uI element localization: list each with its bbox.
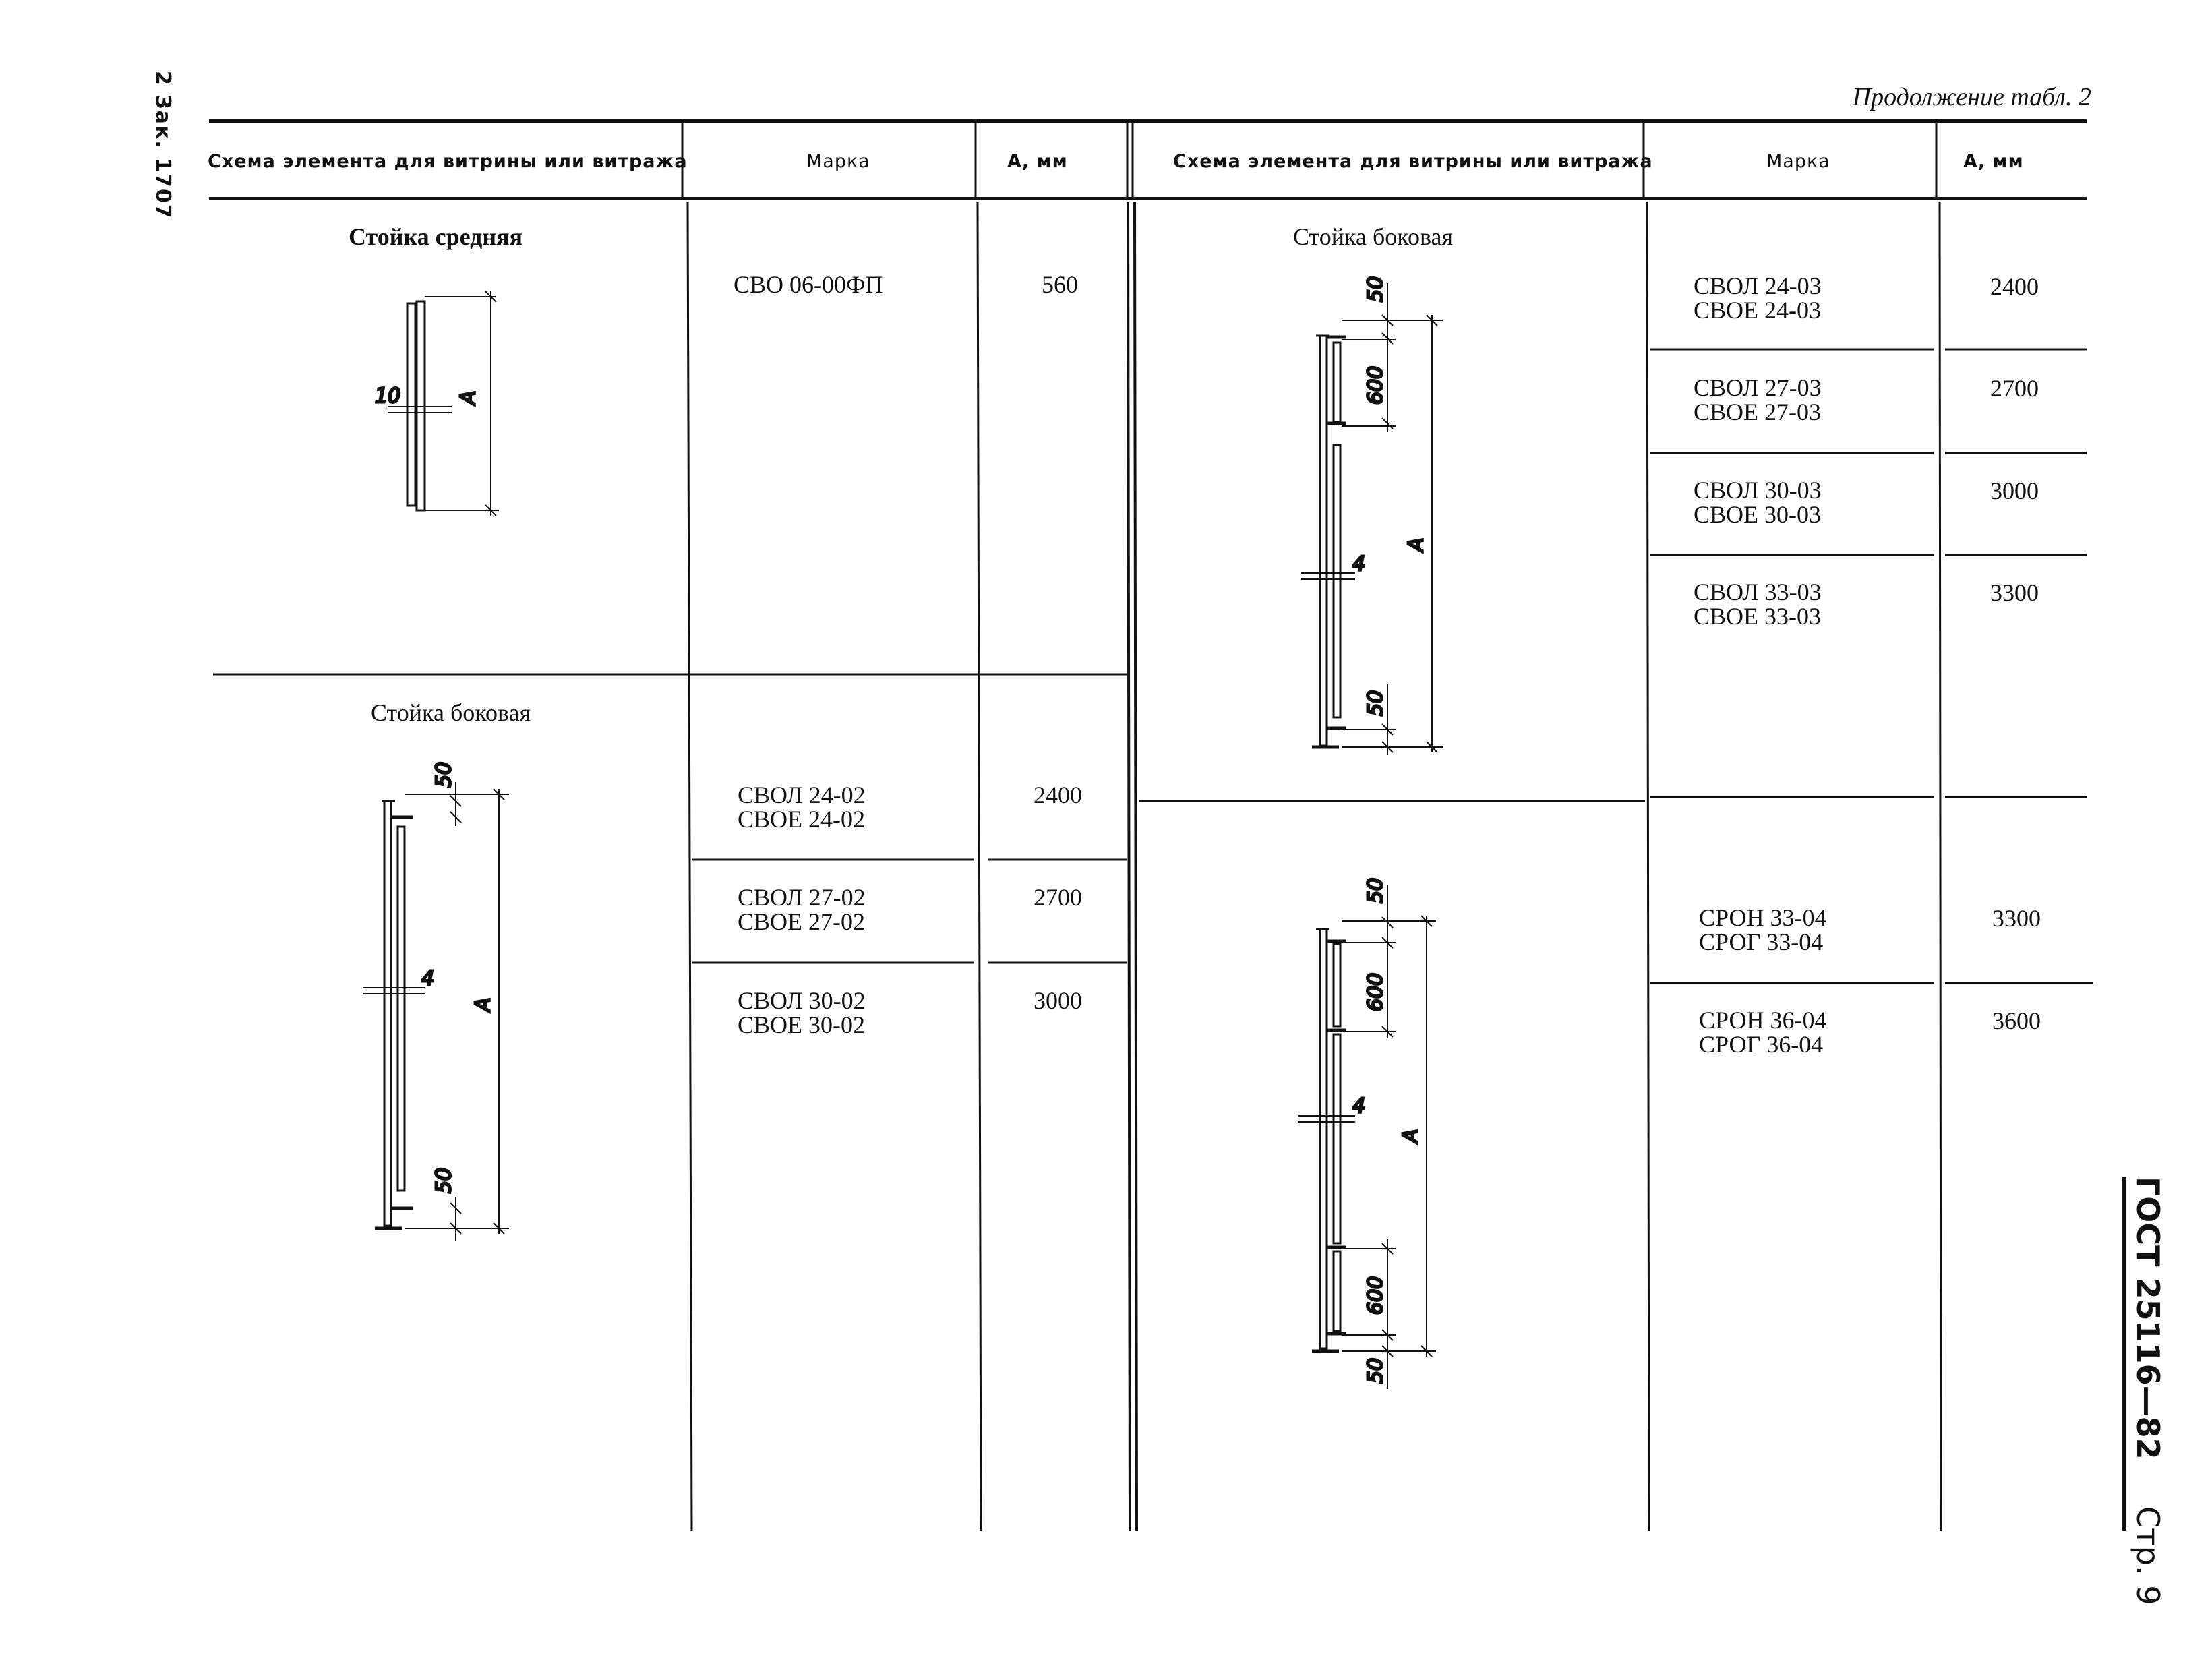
mark-line: СРОН 36-04	[1699, 1007, 1827, 1034]
a-value-cell: 3300	[1992, 905, 2041, 932]
a-value-cell: 2400	[1034, 781, 1082, 808]
header-mark-right: Марка	[1766, 151, 1830, 172]
mark-line: СВОЕ 30-03	[1694, 501, 1821, 528]
continuation-label: Продолжение табл. 2	[1852, 83, 2091, 111]
mark-line: СВОЛ 30-02	[738, 987, 866, 1014]
dim-50: 50	[1364, 690, 1387, 716]
header-scheme-left: Схема элемента для витрины или витража	[208, 151, 688, 172]
dim-A: A	[471, 997, 495, 1011]
header-a-right: А, мм	[1963, 151, 2024, 172]
dim-50: 50	[432, 761, 456, 788]
a-value-cell: 3000	[1990, 477, 2039, 504]
a-value-cell: 3000	[1034, 987, 1082, 1014]
a-value-cell: 2400	[1990, 273, 2039, 300]
mark-line: СВОЛ 33-03	[1694, 578, 1822, 605]
mark-line: СВОЕ 24-03	[1694, 297, 1821, 324]
dim-600: 600	[1364, 1276, 1387, 1315]
mark-line: СВОЛ 30-03	[1694, 477, 1822, 504]
dim-4: 4	[1352, 552, 1366, 576]
dim-50: 50	[1364, 276, 1387, 302]
mark-line: СВОЕ 24-02	[738, 806, 865, 833]
mark-cell: СВО 06-00ФП	[734, 271, 883, 298]
dim-10: 10	[375, 384, 401, 408]
dim-50: 50	[1364, 1357, 1387, 1384]
standard-code: ГОСТ 25116—82	[2130, 1177, 2166, 1460]
mark-line: СВОЕ 27-02	[738, 908, 865, 935]
header-mark-left: Марка	[806, 151, 870, 172]
dim-600: 600	[1364, 365, 1387, 405]
dim-4: 4	[421, 967, 435, 990]
caption-side-post-right: Стойка боковая	[1293, 223, 1454, 250]
a-value-cell: 3300	[1990, 579, 2039, 606]
side-post-drawing-right-top	[1301, 283, 1443, 755]
mark-line: СВОЕ 30-02	[738, 1011, 865, 1038]
mark-line: СРОГ 33-04	[1699, 928, 1824, 955]
dim-600: 600	[1364, 972, 1387, 1011]
mark-line: СВОЕ 27-03	[1694, 398, 1821, 425]
mark-line: СРОГ 36-04	[1699, 1031, 1824, 1058]
mark-line: СВОЛ 27-02	[738, 884, 866, 911]
order-number: 2 Зак. 1707	[151, 71, 175, 220]
caption-middle-post: Стойка средняя	[349, 223, 523, 250]
a-value-cell: 560	[1042, 271, 1078, 298]
middle-post-drawing	[388, 291, 499, 516]
header-scheme-right: Схема элемента для витрины или витража	[1173, 151, 1653, 172]
dim-A: A	[1404, 537, 1428, 552]
dim-A: A	[1399, 1129, 1423, 1143]
mark-line: СВОЛ 24-02	[738, 781, 866, 808]
dim-A: A	[456, 390, 480, 405]
a-value-cell: 2700	[1034, 884, 1082, 911]
a-value-cell: 3600	[1992, 1007, 2041, 1034]
mark-line: СВОЕ 33-03	[1694, 603, 1821, 630]
header-a-left: А, мм	[1007, 151, 1068, 172]
mark-line: СВОЛ 24-03	[1694, 272, 1822, 299]
mark-line: СВОЛ 27-03	[1694, 374, 1822, 401]
page-number: Стр. 9	[2130, 1506, 2166, 1605]
dim-4: 4	[1352, 1094, 1366, 1118]
caption-side-post-left: Стойка боковая	[371, 699, 531, 726]
mark-line: СРОН 33-04	[1699, 904, 1827, 931]
dim-50: 50	[1364, 877, 1387, 903]
a-value-cell: 2700	[1990, 375, 2039, 402]
dim-50: 50	[432, 1167, 456, 1193]
